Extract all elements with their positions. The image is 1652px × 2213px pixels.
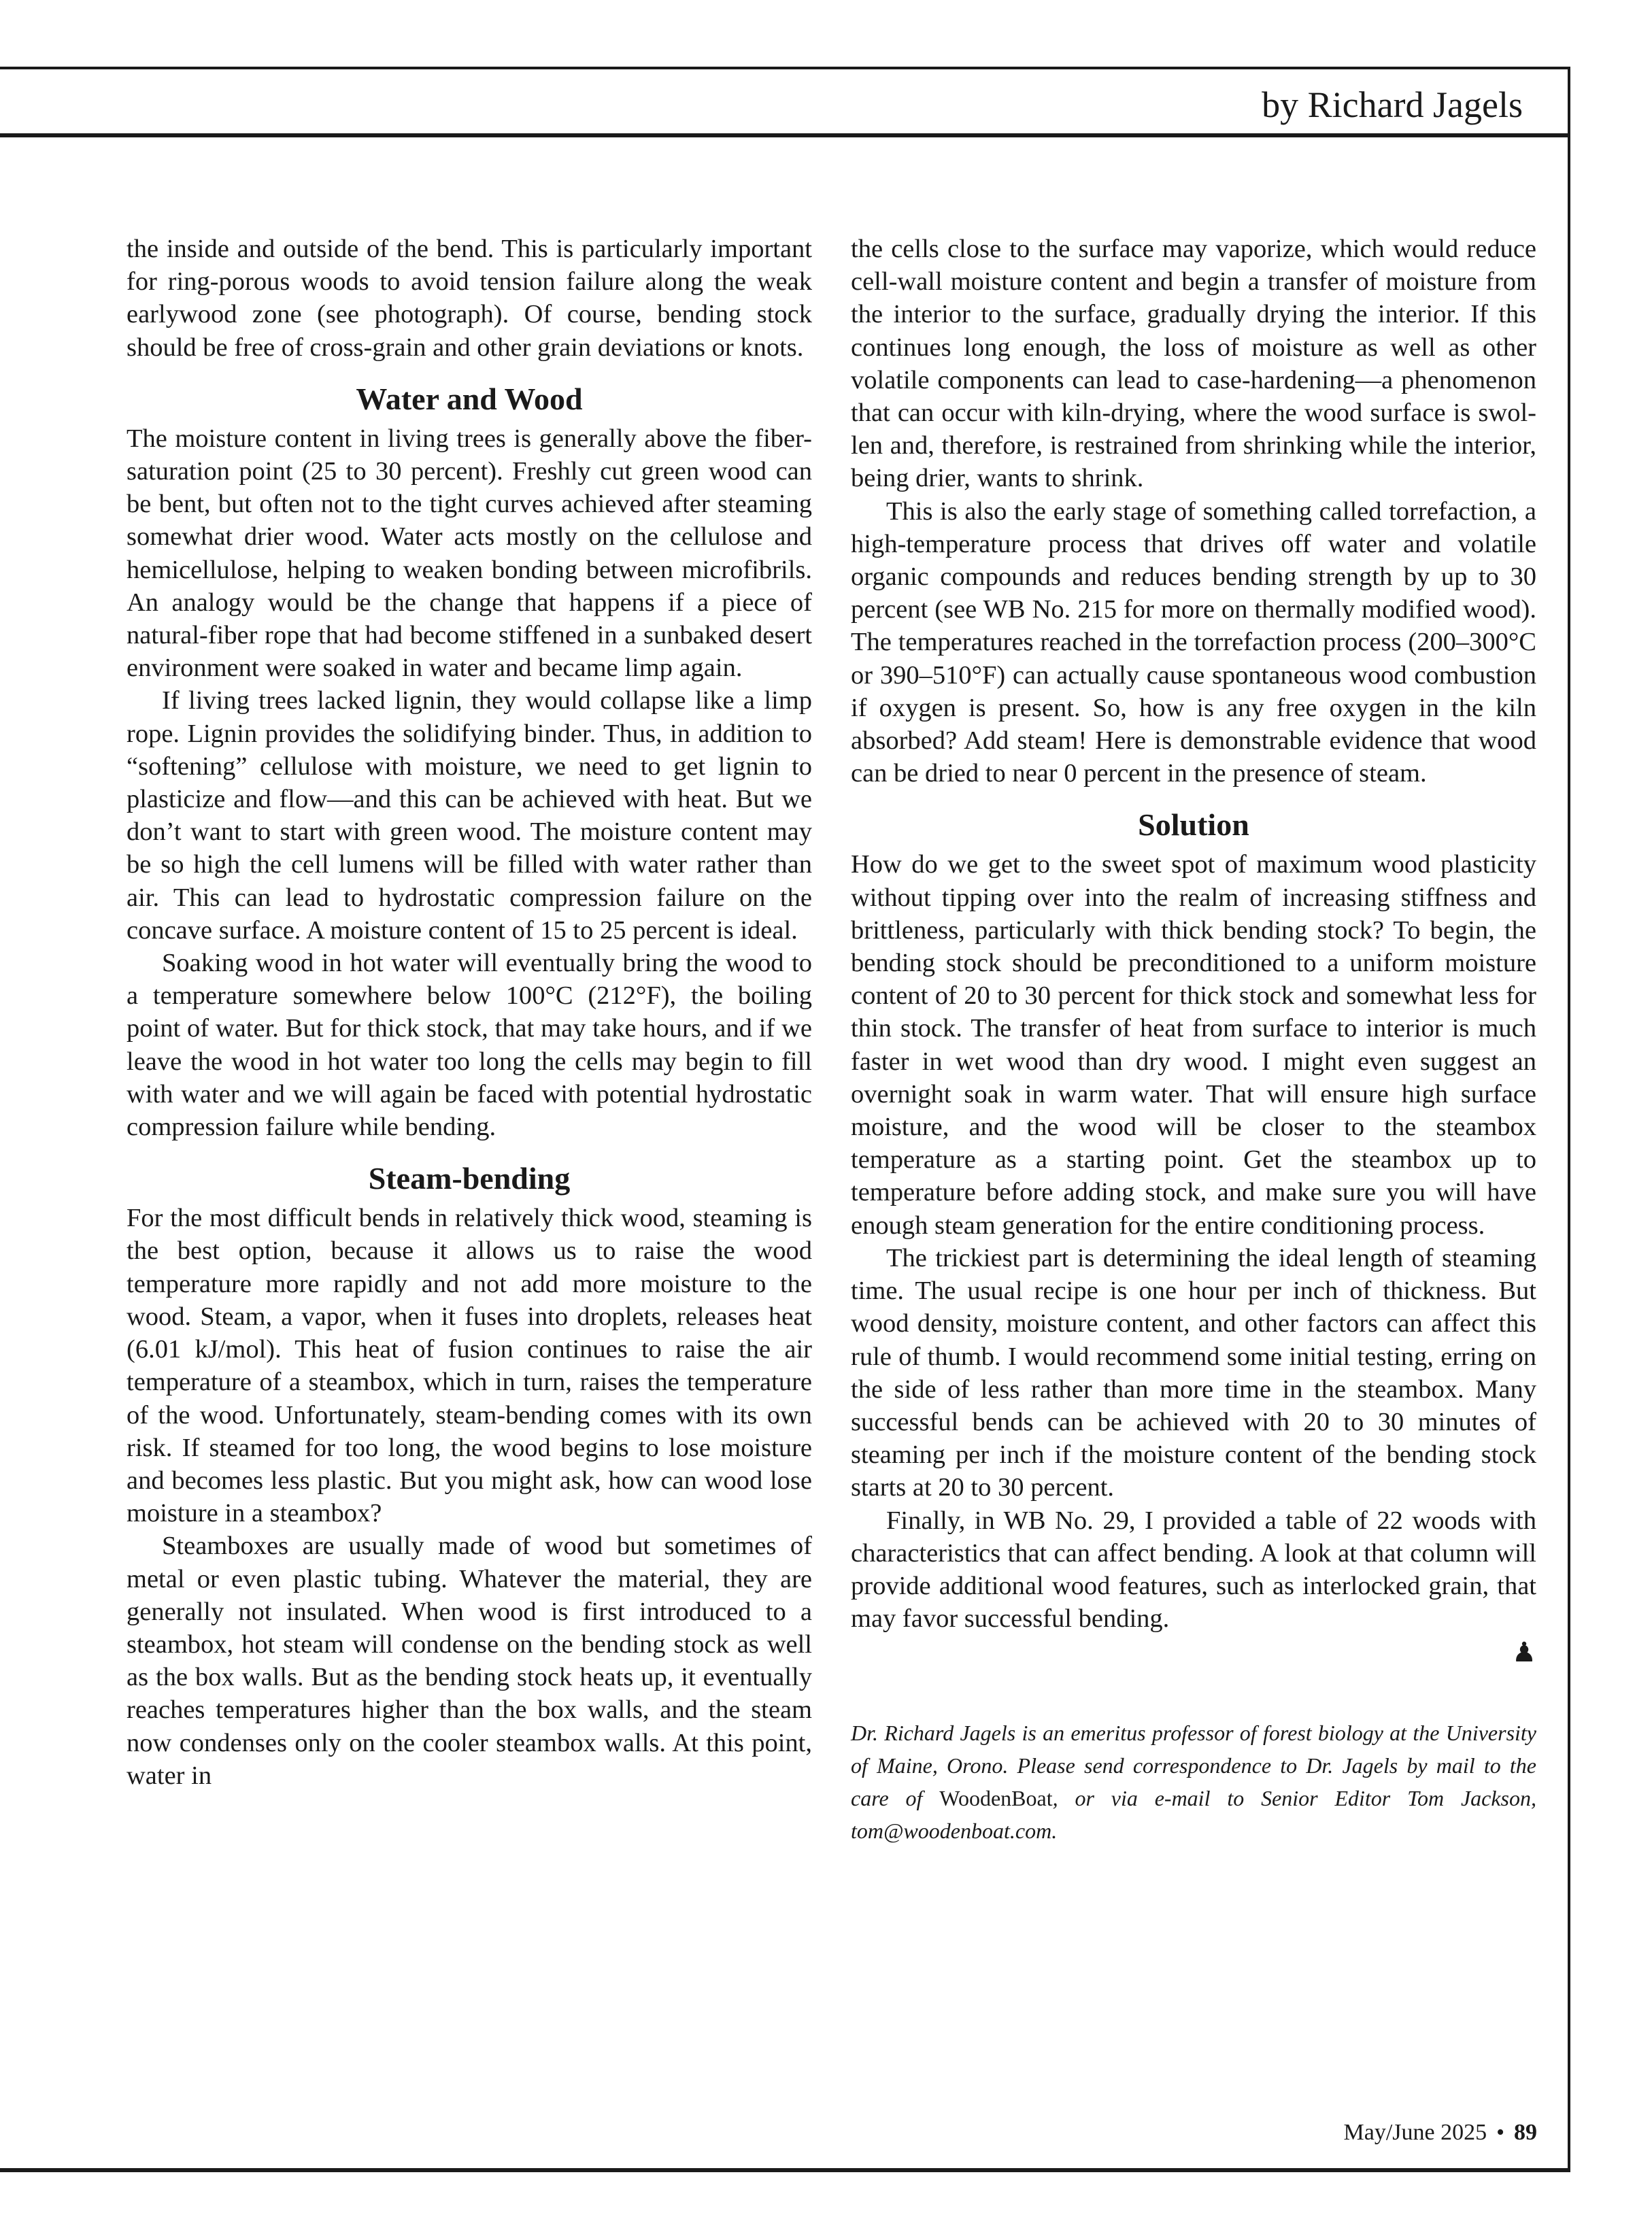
paragraph: The trickiest part is determining the ideal length of steaming time. The usual recipe is one hour per inch of thickness. But wood density, moisture content, and other factors can affect this rule of thumb. I would recommend some initial testing, erring on the side of less rather than more time in the steambox. Many successful bends can be achieved with 20 to 30 minutes of steaming per inch if the moisture content of the bending stock starts at 20 to 30 percent.	[851, 1243, 1536, 1502]
left-column	[127, 233, 812, 1792]
bottom-rule	[0, 2168, 1570, 2172]
paragraph: If living trees lacked lignin, they would collapse like a limp rope. Lignin provides the solidifying binder. Thus, in addition to “softening” cellulose with moisture, we need to get lignin to plasticize and flow—and this can be achieved with heat. But we don’t want to start with green wood. The moisture content may be so high the cell lumens will be filled with water rather than air. This can lead to hydrostatic compression failure on the concave surface. A moisture content of 15 to 25 percent is ideal.	[127, 686, 812, 945]
end-mark-icon: ♟	[1512, 1637, 1536, 1668]
top-rule	[0, 67, 1568, 69]
paragraph: For the most difficult bends in relatively thick wood, steaming is the best option, because it allows us to raise the wood temperature more rapidly and not add more moisture to the wood. Steam, a vapor, when it fuses into droplets, releases heat (6.01 kJ/mol). This heat of fusion continues to raise the air temperature of a steambox, which in turn, raises the temperature of the wood. Unfortunately, steam-bending comes with its own risk. If steamed for too long, the wood begins to lose moisture and becomes less plastic. But you might ask, how can wood lose moisture in a steambox?	[127, 1204, 812, 1528]
paragraph: the cells close to the surface may vaporize, which would reduce cell-wall moisture content and begin a transfer of moisture from the interior to the surface, gradually drying the interior. If this continues long enough, the loss of moisture as well as other volatile components can lead to case-hardening—a phenomenon that can occur with kiln-drying, where the wood surface is swollen and, therefore, is restrained from shrinking while the interior, being drier, wants to shrink.	[851, 235, 1536, 493]
paragraph: The moisture content in living trees is generally above the fiber-saturation point (25 to 30 percent). Freshly cut green wood can be bent, but often not to the tight curves achieved after steaming somewhat drier wood. Water acts mostly on the cellulose and hemicellulose, helping to weaken bonding between microfibrils. An analogy would be the change that happens if a piece of natural-fiber rope that had become stiffened in a sunbaked desert environment were soaked in water and became limp again.	[127, 424, 812, 683]
bio-text-end: , or via e-mail to Senior Editor Tom Jackson, tom@woodenboat.com.	[851, 1786, 1537, 1844]
paragraph: the inside and outside of the bend. This is particularly important for ring-porous woods to avoid tension failure along the weak earlywood zone (see photograph). Of course, bending stock should be free of cross-grain and other grain deviations or knots.	[127, 235, 812, 362]
paragraph: Steamboxes are usually made of wood but sometimes of metal or even plastic tubing. Whatever the material, they are generally not insulated. When wood is first introduced to a steambox, hot steam will condense on the bending stock as well as the box walls. But as the bending stock heats up, it eventually reaches temperatures higher than the box walls, and the steam now condenses only on the cooler steambox walls. At this point, water in	[127, 1532, 812, 1790]
bullet-separator: •	[1496, 2120, 1504, 2145]
byline: by Richard Jagels	[1262, 84, 1523, 125]
author-bio	[851, 1717, 1536, 1847]
bio-text: Dr. Richard Jagels is an emeritus professor of forest biology at the University of Maine, Orono. Please send correspondence to Dr. Jagels by mail to the care of	[851, 1721, 1536, 1811]
page-number: 89	[1514, 2120, 1537, 2145]
paragraph: Finally, in WB No. 29, I provided a table of 22 woods with characteristics that can affect bending. A look at that column will provide additional wood features, such as interlocked grain, that may favor successful bending.	[851, 1506, 1536, 1634]
right-border-rule	[1568, 67, 1570, 2171]
paragraph: This is also the early stage of something called torrefaction, a high-temperature process that drives off water and volatile organic compounds and reduces bending strength by up to 30 percent (see WB No. 215 for more on thermally modified wood). The temperatures reached in the torrefaction process (200–300°C or 390–510°F) can actually cause spontaneous wood combustion if oxygen is present. So, how is any free oxygen in the kiln absorbed? Add steam! Here is demonstrable evidence that wood can be dried to near 0 percent in the presence of steam.	[851, 496, 1536, 788]
paragraph: Soaking wood in hot water will eventually bring the wood to a temperature somewhere below 100°C (212°F), the boiling point of water. But for thick stock, that may take hours, and if we leave the wood in hot water too long the cells may begin to fill with water and we will again be faced with potential hydrostatic compression failure while bending.	[127, 949, 812, 1142]
right-column	[851, 233, 1536, 1847]
section-heading-water-and-wood: Water and Wood	[356, 381, 583, 416]
section-heading-solution: Solution	[1138, 807, 1249, 843]
issue-date: May/June 2025	[1343, 2120, 1487, 2145]
header-rule	[0, 133, 1568, 137]
bio-magazine-name: WoodenBoat	[939, 1786, 1053, 1811]
paragraph: How do we get to the sweet spot of maximum wood plasticity without tipping over into the realm of increasing stiffness and brittleness, particularly with thick bending stock? To begin, the bending stock should be preconditioned to a uniform moisture content of 20 to 30 percent for thick stock and somewhat less for thin stock. The transfer of heat from surface to interior is much faster in wet wood than dry wood. I might even suggest an overnight soak in warm water. That will ensure high surface moisture, and the wood will be closer to the steambox temperature as a starting point. Get the steambox up to temperature before adding stock, and make sure you will have enough steam generation for the entire conditioning process.	[851, 850, 1536, 1240]
section-heading-steam-bending: Steam-bending	[368, 1161, 571, 1196]
folio	[1156, 2116, 1537, 2149]
